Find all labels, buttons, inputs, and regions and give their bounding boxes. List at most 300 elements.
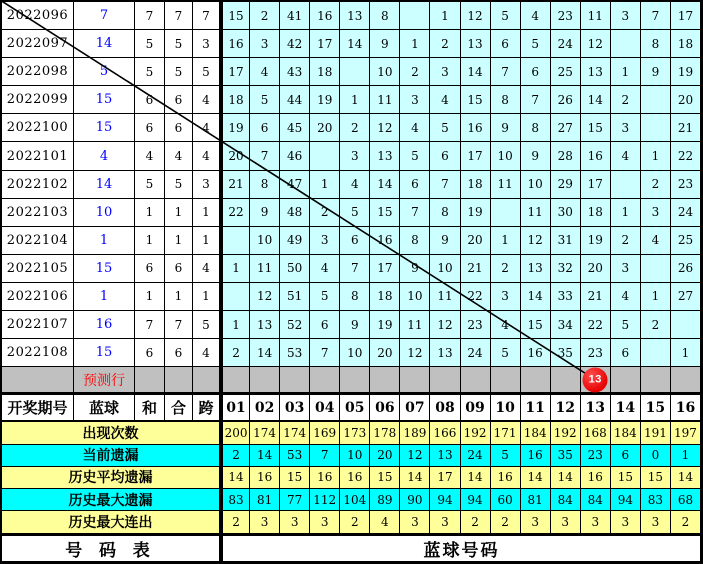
blue-value-cell: 15 bbox=[74, 255, 135, 283]
period-cell: 2022104 bbox=[2, 227, 74, 255]
miss-count-cell: 3 bbox=[611, 114, 641, 142]
miss-count-cell: 16 bbox=[581, 142, 611, 170]
miss-count-cell: 42 bbox=[280, 30, 310, 58]
stat-value-cell: 17 bbox=[430, 467, 460, 489]
miss-count-cell: 18 bbox=[370, 283, 400, 311]
miss-count-cell: 11 bbox=[521, 199, 551, 227]
ball-number-col-header: 05 bbox=[340, 393, 370, 422]
col-header-hezhi: 合 bbox=[165, 393, 193, 422]
miss-count-cell: 16 bbox=[370, 227, 400, 255]
prediction-cell bbox=[461, 367, 491, 393]
stat-value-cell: 192 bbox=[551, 422, 581, 444]
miss-count-cell: 47 bbox=[280, 171, 310, 199]
hezhi-cell: 6 bbox=[165, 86, 193, 114]
miss-count-cell: 15 bbox=[370, 199, 400, 227]
stat-value-cell: 5 bbox=[491, 445, 521, 467]
miss-count-cell: 18 bbox=[220, 86, 250, 114]
sum-cell: 1 bbox=[135, 199, 165, 227]
miss-count-cell: 1 bbox=[671, 339, 701, 367]
miss-count-cell: 1 bbox=[641, 142, 671, 170]
miss-count-cell: 4 bbox=[310, 255, 340, 283]
ball-number-col-header: 09 bbox=[461, 393, 491, 422]
miss-count-cell: 16 bbox=[461, 114, 491, 142]
miss-count-cell: 17 bbox=[461, 142, 491, 170]
stat-value-cell: 4 bbox=[370, 511, 400, 533]
miss-count-cell: 5 bbox=[491, 2, 521, 30]
sum-cell: 1 bbox=[135, 227, 165, 255]
stat-value-cell: 14 bbox=[220, 467, 250, 489]
miss-count-cell: 4 bbox=[521, 2, 551, 30]
ball-number-col-header: 04 bbox=[310, 393, 340, 422]
period-cell: 2022108 bbox=[2, 339, 74, 367]
hezhi-cell: 1 bbox=[165, 199, 193, 227]
miss-count-cell: 6 bbox=[611, 339, 641, 367]
miss-count-cell: 13 bbox=[461, 30, 491, 58]
stat-value-cell: 2 bbox=[671, 511, 701, 533]
kuadu-cell: 3 bbox=[193, 171, 220, 199]
stat-value-cell: 0 bbox=[641, 445, 671, 467]
miss-count-cell: 8 bbox=[250, 171, 280, 199]
ball-number-col-header: 01 bbox=[220, 393, 250, 422]
miss-count-cell: 3 bbox=[310, 227, 340, 255]
stat-value-cell: 84 bbox=[551, 489, 581, 511]
miss-count-cell: 9 bbox=[250, 199, 280, 227]
prediction-empty-cell bbox=[165, 367, 193, 393]
stat-value-cell: 14 bbox=[671, 467, 701, 489]
hezhi-cell: 1 bbox=[165, 283, 193, 311]
stat-value-cell: 14 bbox=[521, 467, 551, 489]
miss-count-cell bbox=[310, 142, 340, 170]
miss-count-cell: 9 bbox=[370, 30, 400, 58]
miss-count-cell: 15 bbox=[581, 114, 611, 142]
miss-count-cell: 5 bbox=[250, 86, 280, 114]
sum-cell: 6 bbox=[135, 255, 165, 283]
miss-count-cell: 9 bbox=[400, 255, 430, 283]
miss-count-cell: 2 bbox=[220, 339, 250, 367]
miss-count-cell: 2 bbox=[340, 114, 370, 142]
miss-count-cell: 45 bbox=[280, 114, 310, 142]
stat-value-cell: 184 bbox=[611, 422, 641, 444]
miss-count-cell: 4 bbox=[250, 58, 280, 86]
miss-count-cell: 12 bbox=[581, 30, 611, 58]
hezhi-cell: 5 bbox=[165, 58, 193, 86]
stat-value-cell: 3 bbox=[521, 511, 551, 533]
miss-count-cell: 31 bbox=[551, 227, 581, 255]
miss-count-cell: 14 bbox=[581, 86, 611, 114]
miss-count-cell: 26 bbox=[671, 255, 701, 283]
miss-count-cell: 52 bbox=[280, 311, 310, 339]
stat-value-cell: 16 bbox=[491, 467, 521, 489]
miss-count-cell: 10 bbox=[400, 283, 430, 311]
miss-count-cell: 22 bbox=[671, 142, 701, 170]
miss-count-cell bbox=[220, 227, 250, 255]
period-cell: 2022099 bbox=[2, 86, 74, 114]
stat-value-cell: 174 bbox=[250, 422, 280, 444]
miss-count-cell: 1 bbox=[611, 199, 641, 227]
kuadu-cell: 3 bbox=[193, 30, 220, 58]
sum-cell: 5 bbox=[135, 171, 165, 199]
kuadu-cell: 5 bbox=[193, 58, 220, 86]
period-cell: 2022102 bbox=[2, 171, 74, 199]
miss-count-cell: 7 bbox=[521, 86, 551, 114]
miss-count-cell: 19 bbox=[310, 86, 340, 114]
miss-count-cell: 2 bbox=[250, 2, 280, 30]
miss-count-cell bbox=[671, 311, 701, 339]
prediction-cell bbox=[671, 367, 701, 393]
sum-cell: 4 bbox=[135, 142, 165, 170]
stat-value-cell: 3 bbox=[250, 511, 280, 533]
blue-value-cell: 4 bbox=[74, 142, 135, 170]
miss-count-cell: 4 bbox=[400, 114, 430, 142]
stat-value-cell: 13 bbox=[430, 445, 460, 467]
miss-count-cell: 22 bbox=[581, 311, 611, 339]
miss-count-cell bbox=[220, 283, 250, 311]
sum-cell: 7 bbox=[135, 311, 165, 339]
miss-count-cell: 4 bbox=[611, 142, 641, 170]
hezhi-cell: 1 bbox=[165, 227, 193, 255]
ball-number-col-header: 07 bbox=[400, 393, 430, 422]
blue-value-cell: 15 bbox=[74, 86, 135, 114]
miss-count-cell: 16 bbox=[310, 2, 340, 30]
miss-count-cell: 46 bbox=[280, 142, 310, 170]
stat-value-cell: 16 bbox=[581, 467, 611, 489]
miss-count-cell: 27 bbox=[671, 283, 701, 311]
miss-count-cell: 9 bbox=[641, 58, 671, 86]
stat-value-cell: 84 bbox=[581, 489, 611, 511]
footer-number-table-label: 号 码 表 bbox=[2, 534, 220, 562]
miss-count-cell: 1 bbox=[491, 227, 521, 255]
prediction-cell bbox=[220, 367, 250, 393]
blue-value-cell: 5 bbox=[74, 58, 135, 86]
miss-count-cell: 15 bbox=[521, 311, 551, 339]
miss-count-cell: 35 bbox=[551, 339, 581, 367]
miss-count-cell: 23 bbox=[671, 171, 701, 199]
kuadu-cell: 4 bbox=[193, 114, 220, 142]
miss-count-cell bbox=[491, 199, 521, 227]
miss-count-cell: 2 bbox=[310, 199, 340, 227]
miss-count-cell: 21 bbox=[461, 255, 491, 283]
ball-number-col-header: 08 bbox=[430, 393, 460, 422]
miss-count-cell: 3 bbox=[430, 58, 460, 86]
prediction-cell bbox=[641, 367, 671, 393]
miss-count-cell: 2 bbox=[611, 86, 641, 114]
miss-count-cell: 11 bbox=[581, 2, 611, 30]
prediction-empty-cell bbox=[135, 367, 165, 393]
miss-count-cell: 8 bbox=[430, 199, 460, 227]
stat-row-label: 当前遗漏 bbox=[2, 445, 220, 467]
miss-count-cell: 11 bbox=[400, 311, 430, 339]
miss-count-cell: 17 bbox=[310, 30, 340, 58]
period-cell: 2022105 bbox=[2, 255, 74, 283]
sum-cell: 5 bbox=[135, 30, 165, 58]
prediction-cell bbox=[310, 367, 340, 393]
footer-blue-numbers-label: 蓝球号码 bbox=[220, 534, 701, 562]
stat-value-cell: 81 bbox=[521, 489, 551, 511]
stat-value-cell: 12 bbox=[400, 445, 430, 467]
miss-count-cell: 2 bbox=[430, 30, 460, 58]
stat-value-cell: 3 bbox=[641, 511, 671, 533]
miss-count-cell: 11 bbox=[370, 86, 400, 114]
miss-count-cell: 8 bbox=[491, 86, 521, 114]
period-cell: 2022100 bbox=[2, 114, 74, 142]
miss-count-cell: 10 bbox=[340, 339, 370, 367]
miss-count-cell bbox=[400, 2, 430, 30]
hezhi-cell: 5 bbox=[165, 171, 193, 199]
sum-cell: 6 bbox=[135, 86, 165, 114]
kuadu-cell: 4 bbox=[193, 339, 220, 367]
miss-count-cell: 27 bbox=[551, 114, 581, 142]
miss-count-cell: 13 bbox=[250, 311, 280, 339]
stat-value-cell: 14 bbox=[250, 445, 280, 467]
miss-count-cell: 10 bbox=[250, 227, 280, 255]
ball-number-col-header: 06 bbox=[370, 393, 400, 422]
stat-value-cell: 197 bbox=[671, 422, 701, 444]
stat-value-cell: 83 bbox=[641, 489, 671, 511]
miss-count-cell: 3 bbox=[250, 30, 280, 58]
miss-count-cell: 34 bbox=[551, 311, 581, 339]
miss-count-cell: 24 bbox=[551, 30, 581, 58]
stat-value-cell: 169 bbox=[310, 422, 340, 444]
stat-value-cell: 15 bbox=[611, 467, 641, 489]
miss-count-cell: 16 bbox=[220, 30, 250, 58]
miss-count-cell: 7 bbox=[340, 255, 370, 283]
miss-count-cell: 20 bbox=[310, 114, 340, 142]
stat-value-cell: 2 bbox=[340, 511, 370, 533]
miss-count-cell: 25 bbox=[671, 227, 701, 255]
prediction-cell bbox=[491, 367, 521, 393]
miss-count-cell: 3 bbox=[340, 142, 370, 170]
miss-count-cell: 5 bbox=[310, 283, 340, 311]
miss-count-cell: 6 bbox=[400, 171, 430, 199]
miss-count-cell: 8 bbox=[340, 283, 370, 311]
miss-count-cell: 50 bbox=[280, 255, 310, 283]
miss-count-cell: 7 bbox=[310, 339, 340, 367]
miss-count-cell: 12 bbox=[400, 339, 430, 367]
lottery-trend-table bbox=[2, 2, 701, 562]
stat-value-cell: 191 bbox=[641, 422, 671, 444]
miss-count-cell: 8 bbox=[400, 227, 430, 255]
miss-count-cell: 9 bbox=[491, 114, 521, 142]
sum-cell: 1 bbox=[135, 283, 165, 311]
miss-count-cell: 8 bbox=[641, 30, 671, 58]
miss-count-cell: 5 bbox=[430, 114, 460, 142]
stat-value-cell: 20 bbox=[370, 445, 400, 467]
stat-value-cell: 15 bbox=[641, 467, 671, 489]
prediction-cell bbox=[611, 367, 641, 393]
miss-count-cell: 2 bbox=[400, 58, 430, 86]
stat-value-cell: 7 bbox=[310, 445, 340, 467]
miss-count-cell: 22 bbox=[461, 283, 491, 311]
miss-count-cell: 6 bbox=[340, 227, 370, 255]
miss-count-cell: 20 bbox=[581, 255, 611, 283]
miss-count-cell: 8 bbox=[521, 114, 551, 142]
kuadu-cell: 4 bbox=[193, 86, 220, 114]
miss-count-cell: 13 bbox=[370, 142, 400, 170]
miss-count-cell bbox=[641, 114, 671, 142]
blue-value-cell: 10 bbox=[74, 199, 135, 227]
miss-count-cell: 12 bbox=[521, 227, 551, 255]
ball-number-col-header: 14 bbox=[611, 393, 641, 422]
miss-count-cell: 19 bbox=[461, 199, 491, 227]
ball-number-col-header: 13 bbox=[581, 393, 611, 422]
miss-count-cell: 7 bbox=[430, 171, 460, 199]
period-cell: 2022107 bbox=[2, 311, 74, 339]
stat-value-cell: 94 bbox=[611, 489, 641, 511]
stat-value-cell: 1 bbox=[671, 445, 701, 467]
miss-count-cell: 6 bbox=[310, 311, 340, 339]
miss-count-cell: 10 bbox=[491, 142, 521, 170]
miss-count-cell: 44 bbox=[280, 86, 310, 114]
miss-count-cell: 21 bbox=[220, 171, 250, 199]
stat-value-cell: 2 bbox=[461, 511, 491, 533]
stat-value-cell: 14 bbox=[551, 467, 581, 489]
miss-count-cell: 17 bbox=[220, 58, 250, 86]
miss-count-cell: 3 bbox=[611, 255, 641, 283]
miss-count-cell: 12 bbox=[250, 283, 280, 311]
miss-count-cell: 4 bbox=[340, 171, 370, 199]
miss-count-cell: 29 bbox=[551, 171, 581, 199]
miss-count-cell: 21 bbox=[671, 114, 701, 142]
period-cell: 2022096 bbox=[2, 2, 74, 30]
miss-count-cell: 53 bbox=[280, 339, 310, 367]
miss-count-cell: 14 bbox=[461, 58, 491, 86]
miss-count-cell: 9 bbox=[340, 311, 370, 339]
hezhi-cell: 7 bbox=[165, 2, 193, 30]
miss-count-cell: 4 bbox=[611, 283, 641, 311]
miss-count-cell: 11 bbox=[491, 171, 521, 199]
stat-value-cell: 16 bbox=[250, 467, 280, 489]
miss-count-cell: 7 bbox=[400, 199, 430, 227]
miss-count-cell: 9 bbox=[430, 227, 460, 255]
miss-count-cell: 10 bbox=[430, 255, 460, 283]
stat-value-cell: 2 bbox=[220, 445, 250, 467]
miss-count-cell: 3 bbox=[611, 2, 641, 30]
prediction-empty-cell bbox=[2, 367, 74, 393]
blue-value-cell: 14 bbox=[74, 30, 135, 58]
miss-count-cell: 17 bbox=[581, 171, 611, 199]
miss-count-cell: 3 bbox=[491, 283, 521, 311]
period-cell: 2022106 bbox=[2, 283, 74, 311]
period-cell: 2022097 bbox=[2, 30, 74, 58]
miss-count-cell: 4 bbox=[491, 311, 521, 339]
miss-count-cell: 19 bbox=[220, 114, 250, 142]
col-header-blue: 蓝球 bbox=[74, 393, 135, 422]
sum-cell: 7 bbox=[135, 2, 165, 30]
ball-number-col-header: 02 bbox=[250, 393, 280, 422]
stat-value-cell: 68 bbox=[671, 489, 701, 511]
miss-count-cell: 25 bbox=[551, 58, 581, 86]
miss-count-cell: 2 bbox=[491, 255, 521, 283]
miss-count-cell: 13 bbox=[430, 339, 460, 367]
prediction-cell bbox=[250, 367, 280, 393]
prediction-row-label: 预测行 bbox=[74, 367, 135, 393]
stat-value-cell: 171 bbox=[491, 422, 521, 444]
stat-value-cell: 77 bbox=[280, 489, 310, 511]
miss-count-cell bbox=[641, 255, 671, 283]
miss-count-cell: 18 bbox=[461, 171, 491, 199]
col-header-kuadu: 跨 bbox=[193, 393, 220, 422]
miss-count-cell: 19 bbox=[671, 58, 701, 86]
hezhi-cell: 6 bbox=[165, 339, 193, 367]
miss-count-cell: 23 bbox=[461, 311, 491, 339]
miss-count-cell: 23 bbox=[581, 339, 611, 367]
stat-value-cell: 3 bbox=[611, 511, 641, 533]
stat-value-cell: 23 bbox=[581, 445, 611, 467]
kuadu-cell: 7 bbox=[193, 2, 220, 30]
stat-row-label: 历史最大连出 bbox=[2, 511, 220, 533]
stat-value-cell: 2 bbox=[220, 511, 250, 533]
miss-count-cell: 49 bbox=[280, 227, 310, 255]
miss-count-cell: 1 bbox=[220, 311, 250, 339]
hezhi-cell: 7 bbox=[165, 311, 193, 339]
miss-count-cell bbox=[611, 171, 641, 199]
miss-count-cell: 19 bbox=[370, 311, 400, 339]
stat-value-cell: 16 bbox=[521, 445, 551, 467]
blue-value-cell: 7 bbox=[74, 2, 135, 30]
period-cell: 2022098 bbox=[2, 58, 74, 86]
blue-value-cell: 1 bbox=[74, 283, 135, 311]
ball-number-col-header: 15 bbox=[641, 393, 671, 422]
prediction-cell bbox=[370, 367, 400, 393]
miss-count-cell: 24 bbox=[671, 199, 701, 227]
miss-count-cell: 3 bbox=[400, 86, 430, 114]
miss-count-cell: 51 bbox=[280, 283, 310, 311]
miss-count-cell: 15 bbox=[461, 86, 491, 114]
stat-value-cell: 3 bbox=[581, 511, 611, 533]
miss-count-cell: 5 bbox=[491, 339, 521, 367]
miss-count-cell: 30 bbox=[551, 199, 581, 227]
stat-value-cell: 178 bbox=[370, 422, 400, 444]
miss-count-cell: 1 bbox=[400, 30, 430, 58]
miss-count-cell: 5 bbox=[521, 30, 551, 58]
period-cell: 2022101 bbox=[2, 142, 74, 170]
miss-count-cell: 3 bbox=[641, 199, 671, 227]
miss-count-cell: 14 bbox=[521, 283, 551, 311]
miss-count-cell: 18 bbox=[671, 30, 701, 58]
stat-value-cell: 112 bbox=[310, 489, 340, 511]
prediction-cell bbox=[400, 367, 430, 393]
stat-value-cell: 15 bbox=[280, 467, 310, 489]
prediction-cell bbox=[280, 367, 310, 393]
miss-count-cell: 8 bbox=[370, 2, 400, 30]
prediction-empty-cell bbox=[193, 367, 220, 393]
miss-count-cell: 48 bbox=[280, 199, 310, 227]
stat-value-cell: 6 bbox=[611, 445, 641, 467]
miss-count-cell: 1 bbox=[641, 283, 671, 311]
miss-count-cell: 19 bbox=[581, 227, 611, 255]
stat-value-cell: 166 bbox=[430, 422, 460, 444]
sum-cell: 5 bbox=[135, 58, 165, 86]
stat-value-cell: 200 bbox=[220, 422, 250, 444]
miss-count-cell: 24 bbox=[461, 339, 491, 367]
miss-count-cell: 1 bbox=[220, 255, 250, 283]
kuadu-cell: 1 bbox=[193, 283, 220, 311]
miss-count-cell bbox=[641, 339, 671, 367]
period-cell: 2022103 bbox=[2, 199, 74, 227]
stat-value-cell: 3 bbox=[280, 511, 310, 533]
miss-count-cell: 20 bbox=[461, 227, 491, 255]
stat-value-cell: 15 bbox=[370, 467, 400, 489]
stat-value-cell: 14 bbox=[461, 467, 491, 489]
stat-row-label: 历史最大遗漏 bbox=[2, 489, 220, 511]
miss-count-cell: 2 bbox=[641, 311, 671, 339]
stat-value-cell: 89 bbox=[370, 489, 400, 511]
miss-count-cell: 6 bbox=[430, 142, 460, 170]
stat-value-cell: 60 bbox=[491, 489, 521, 511]
stat-value-cell: 10 bbox=[340, 445, 370, 467]
stat-value-cell: 94 bbox=[461, 489, 491, 511]
stat-value-cell: 14 bbox=[400, 467, 430, 489]
